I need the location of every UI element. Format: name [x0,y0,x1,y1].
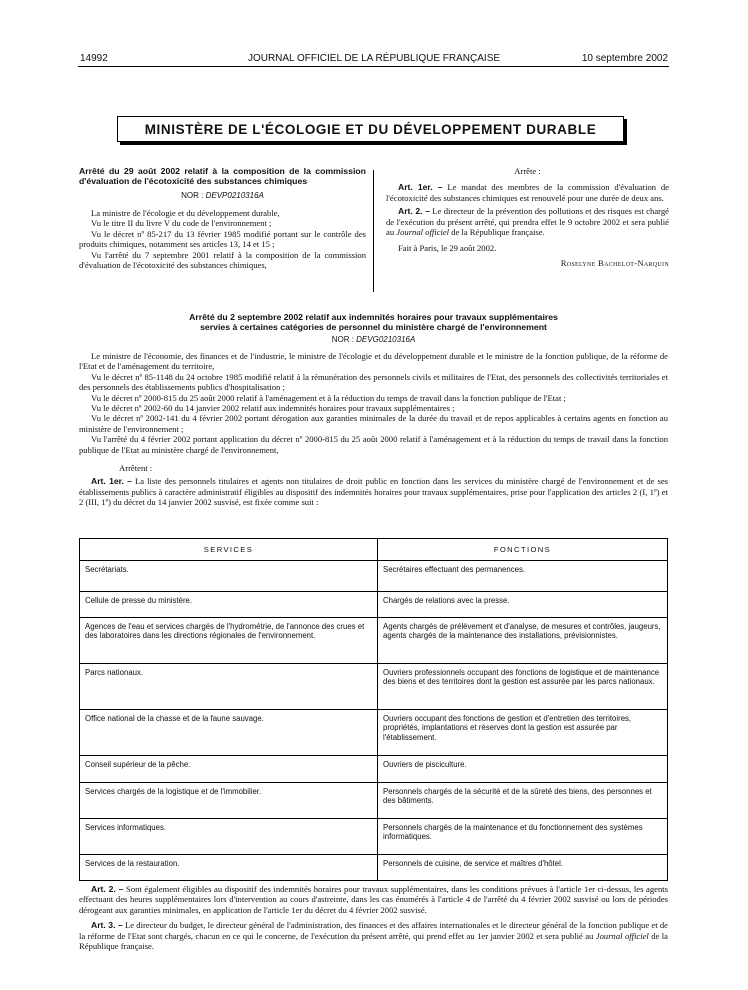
fonction-cell: Ouvriers professionnels occupant des fonctions de logistique et de maintenance des biens et des territoires dont la gestion est assurée par les parcs nationaux. [378,664,668,710]
ministry-banner [117,116,624,142]
decree2-para: Vu le décret nº 2002-60 du 14 janvier 2002 relatif aux indemnités horaires pour travaux supplémentaires ; [91,403,455,414]
decree2-article3 [79,920,668,951]
ministry-name: MINISTÈRE DE L'ÉCOLOGIE ET DU DÉVELOPPEMENT DURABLE [144,121,597,137]
decree2-para: Vu le décret nº 2002-141 du 4 février 2002 portant dérogation aux garanties minimales de la durée du travail et de repos applicables à certains agents en fonction au ministère de l'environnement ; [79,413,668,434]
fonction-cell: Ouvriers de pisciculture. [378,756,668,783]
decree2-para: Le ministre de l'économie, des finances et de l'industrie, le ministre de l'écologie et du développement durable et le ministre de la fonction publique, de la réforme de l'Etat et de l'aménagement du territoire, [79,351,668,372]
article-label: Art. 2. – [91,884,124,894]
decree2-para: Vu le décret nº 85-1148 du 24 octobre 1985 modifié relatif à la rémunération des personnels civils et militaires de l'Etat, des personnels des collectivités territoriales et des personnels des établissements publics d'hospitalisation ; [79,371,668,393]
decree2 [79,312,668,508]
issue-date: 10 septembre 2002 [581,53,668,64]
service-cell: Cellule de presse du ministère. [80,592,378,618]
table-row [80,783,668,819]
journal-reference: Journal officiel [595,930,649,941]
page-number: 14992 [80,53,108,64]
article-label: Art. 1er. – [91,476,132,487]
article-text: de la République française. [451,227,545,238]
decree1-para: Vu le décret nº 85-217 du 13 février 1985 modifié portant sur le contrôle des produits chimiques, notamment ses articles 13, 14 et 15 ; [79,228,366,250]
decree2-nor [79,335,668,344]
fonction-cell: Personnels chargés de la maintenance et du fonctionnement des systèmes informatiques. [378,819,668,855]
column-divider [373,170,374,292]
service-cell: Services de la restauration. [80,855,378,881]
decree1-signature: Roselyne Bachelot-Narquin [560,257,669,268]
journal-reference: Journal officiel [396,227,450,238]
decree2-closing [79,884,668,951]
service-cell: Agences de l'eau et services chargés de l'hydrométrie, de l'annonce des crues et des laboratoires dans les directions régionales de l'environnement. [80,618,378,664]
table-row [80,756,668,783]
decree1-right-column [386,166,669,268]
service-cell: Office national de la chasse et de la faune sauvage. [80,710,378,756]
article-text: de la République française. [79,930,668,952]
table-header-row [80,539,668,561]
fonction-cell: Personnels de cuisine, de service et maîtres d'hôtel. [378,855,668,881]
decree2-arretent: Arrêtent : [119,463,153,474]
nor-code: DEVP0210316A [205,191,264,200]
service-cell: Services informatiques. [80,819,378,855]
article-text: Le directeur de la prévention des pollutions et des risques est chargé de l'exécution du présent arrêté, qui prendra effet le 9 octobre 2002 et sera publié au [386,206,669,238]
article-text: Sont également éligibles au dispositif des indemnités horaires pour travaux supplémentaires, dans les conditions prévues à l'article 1er ci-dessus, les agents effectuant des heures supplémentaires lors d'intervention au cours d'astreinte, dans les cas énumérés à l'article 4 de l'arrêté du 4 février 2002 susvisé ou lors de périodes dérogeant aux garanties minimales, en application de l'article 1er du décret du 4 février 2002 susvisé. [79,884,668,915]
article-label: Art. 1er. – [398,182,443,193]
table-row [80,561,668,592]
column-header-services: SERVICES [80,539,378,561]
journal-title: JOURNAL OFFICIEL DE LA RÉPUBLIQUE FRANÇAISE [247,53,501,64]
decree1-nor [79,191,366,200]
decree1-para: Vu le titre II du livre V du code de l'environnement ; [91,218,272,229]
nor-label: NOR : [181,191,204,200]
services-table [79,538,668,881]
decree2-para: Vu le décret nº 2000-815 du 25 août 2000 relatif à l'aménagement et à la réduction du temps de travail dans la fonction publique de l'Etat ; [91,392,566,403]
decree1-fait: Fait à Paris, le 29 août 2002. [398,243,497,254]
decree1-article2 [386,206,669,237]
decree1-para: Vu l'arrêté du 7 septembre 2001 relatif à la composition de la commission d'évaluation de l'écotoxicité des substances chimiques, [79,249,366,271]
decree1-para: La ministre de l'écologie et du développement durable, [91,208,280,218]
article-label: Art. 3. – [91,920,123,931]
table-row [80,618,668,664]
column-header-fonctions: FONCTIONS [378,539,668,561]
fonction-cell: Personnels chargés de la sécurité et de la sûreté des biens, des personnes et des bâtiments. [378,783,668,819]
article-text: Le mandat des membres de la commission d'évaluation de l'écotoxicité des substances chimiques est renouvelé pour une durée de deux ans. [386,182,669,203]
article-text: Le directeur du budget, le directeur général de l'administration, des finances et des affaires internationales et le directeur général de la fonction publique et de la réforme de l'Etat sont chargés, chacun en ce qui le concerne, de l'exécution du présent arrêté, qui prend effet au 1er janvier 2002 et sera publié au [79,920,668,941]
service-cell: Parcs nationaux. [80,664,378,710]
header-rule [78,66,669,67]
decree1-left-column [79,166,366,270]
article-label: Art. 2. – [398,206,430,217]
nor-code: DEVG0210316A [356,335,416,344]
decree2-article2 [79,884,668,915]
service-cell: Conseil supérieur de la pêche. [80,756,378,783]
decree1-title: Arrêté du 29 août 2002 relatif à la composition de la commission d'évaluation de l'écotoxicité des substances chimiques [79,166,366,186]
fonction-cell: Chargés de relations avec la presse. [378,592,668,618]
decree1-arrete: Arrête : [514,166,541,176]
table-row [80,819,668,855]
nor-label: NOR : [331,335,354,344]
decree1-article1 [386,182,669,203]
decree2-title-line2: servies à certaines catégories de personnel du ministère chargé de l'environnement [200,322,547,332]
service-cell: Secrétariats. [80,561,378,592]
table-row [80,592,668,618]
article-text: La liste des personnels titulaires et agents non titulaires de droit public en fonction dans les services du ministère chargé de l'environnement et de ses établissements publics à caractère administratif éligibles au dispositif des indemnités horaires pour travaux supplémentaires, prise pour l'application des articles 2 (I, 1º) et 2 (III, 1º) du décret du 14 janvier 2002 susvisé, est fixée comme suit : [79,476,668,508]
table-row [80,664,668,710]
decree2-article1 [79,476,668,507]
table-row [80,710,668,756]
fonction-cell: Ouvriers occupant des fonctions de gestion et d'entretien des territoires, propriétés, implantations et réserves dont la gestion est assurée par l'établissement. [378,710,668,756]
fonction-cell: Secrétaires effectuant des permanences. [378,561,668,592]
decree2-para: Vu l'arrêté du 4 février 2002 portant application du décret nº 2000-815 du 25 août 2000 relatif à l'aménagement et à la réduction du temps de travail dans la fonction publique de l'Etat au ministère chargé de l'environnement, [79,434,668,455]
service-cell: Services chargés de la logistique et de l'immobilier. [80,783,378,819]
fonction-cell: Agents chargés de prélèvement et d'analyse, de mesures et contrôles, jaugeurs, agents chargés de la maintenance des installations, prévisionnistes. [378,618,668,664]
decree2-title-line1: Arrêté du 2 septembre 2002 relatif aux indemnités horaires pour travaux supplémentaires [189,312,558,322]
table-row [80,855,668,881]
